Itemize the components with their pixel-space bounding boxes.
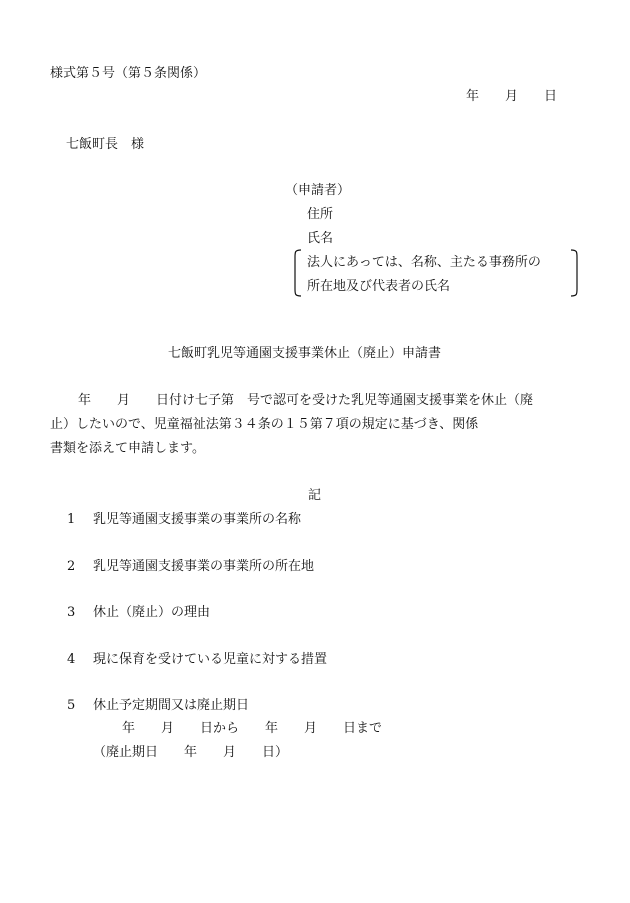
- item-4-text: 現に保育を受けている児童に対する措置: [93, 652, 328, 667]
- item-2-number: 2: [67, 559, 76, 574]
- ki-heading: 記: [308, 488, 322, 503]
- period-line: 年 月 日から 年 月 日まで: [122, 721, 383, 736]
- item-3-number: 3: [67, 605, 76, 620]
- name-label: 氏名: [307, 231, 334, 246]
- item-3-text: 休止（廃止）の理由: [93, 605, 211, 620]
- item-4-number: 4: [67, 652, 76, 667]
- document-title: 七飯町乳児等通園支援事業休止（廃止）申請書: [168, 346, 442, 361]
- item-1-number: 1: [67, 512, 76, 527]
- corp-note-line1: 法人にあっては、名称、主たる事務所の: [307, 255, 541, 270]
- body-line-2: 止）したいので、児童福祉法第３４条の１５第７項の規定に基づき、関係: [50, 417, 479, 432]
- item-5-text: 休止予定期間又は廃止期日: [93, 698, 250, 713]
- date-line: 年 月 日: [466, 89, 558, 104]
- body-line-3: 書類を添えて申請します。: [50, 441, 205, 456]
- corp-note-line2: 所在地及び代表者の氏名: [307, 279, 451, 294]
- applicant-heading: （申請者）: [285, 183, 351, 198]
- item-5-number: 5: [67, 698, 76, 713]
- item-2-text: 乳児等通園支援事業の事業所の所在地: [93, 559, 315, 574]
- addressee: 七飯町長 様: [66, 137, 145, 152]
- body-line-1: 年 月 日付け七子第 号で認可を受けた乳児等通園支援事業を休止（廃: [78, 393, 534, 408]
- right-bracket: [570, 249, 580, 297]
- abolition-line: （廃止期日 年 月 日）: [93, 745, 289, 760]
- form-number: 様式第５号（第５条関係）: [50, 66, 207, 81]
- address-label: 住所: [307, 207, 334, 222]
- left-bracket: [292, 249, 302, 297]
- item-1-text: 乳児等通園支援事業の事業所の名称: [93, 512, 302, 527]
